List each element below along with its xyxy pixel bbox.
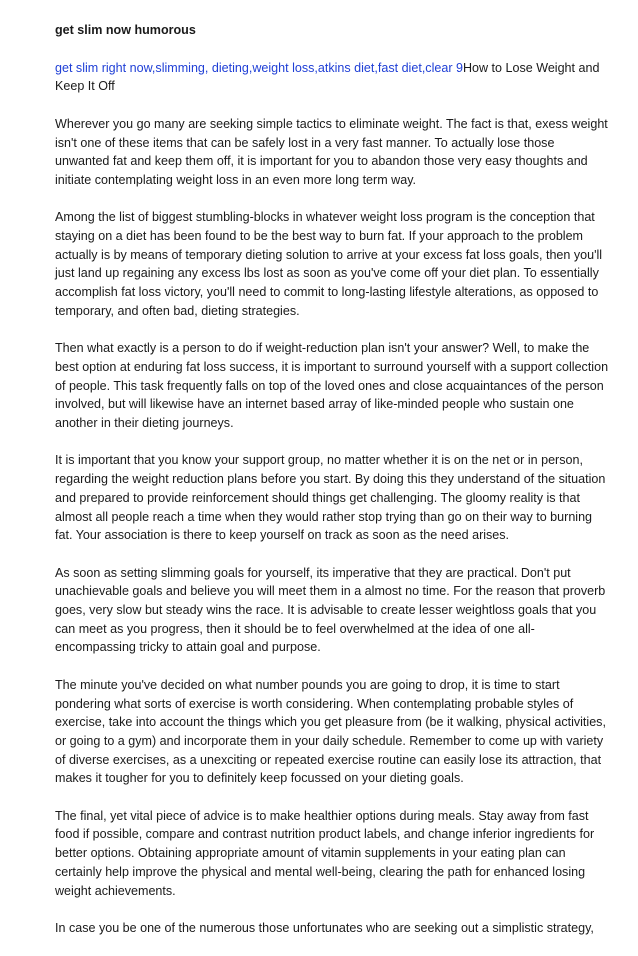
document-heading: [55, 59, 611, 96]
paragraph: The minute you've decided on what number pounds you are going to drop, it is time to start pondering what sorts of exercise is worth considering. When contemplating probable styles of exercise, take into account the things which you get pleasure from (be it walking, physical activities, or going to a gym) and incorporate them in your daily schedule. Remember to come up with variety of diverse exercises, as a unexciting or repeated exercise routine can easily lose its attraction, that makes it tougher for you to definitely keep focussed on your dieting goals.: [55, 677, 606, 786]
paragraph: As soon as setting slimming goals for yourself, its imperative that they are practical. Don't put unachievable goals and believe you will meet them in a almost no time. For the reason that proverb goes, very slow but steady wins the race. It is advisable to create lesser weightloss goals that you can meet as you progress, then it should be to feel overwhelmed at the idea of one all-encompassing tricky to attain goal and purpose.: [55, 565, 606, 655]
paragraph: In case you be one of the numerous those unfortunates who are seeking out a simplistic strategy,: [55, 920, 594, 935]
keyword-link[interactable]: get slim right now,slimming, dieting,weight loss,atkins diet,fast diet,clear 9: [55, 60, 463, 75]
paragraph: It is important that you know your support group, no matter whether it is on the net or in person, regarding the weight reduction plans before you start. By doing this they understand of the situation and prepared to provide reinforcement should things get challenging. The gloomy reality is that almost all people reach a time when they would rather stop trying than go on their way to burning fat. Your association is there to keep yourself on track as soon as the need arises.: [55, 453, 606, 543]
document-title: get slim now humorous: [55, 23, 196, 37]
paragraph: Then what exactly is a person to do if weight-reduction plan isn't your answer? Well, to make the best option at enduring fat loss success, it is important to surround yourself with a support collection of people. This task frequently falls on top of the loved ones and close acquaintances of the person involved, but will likewise have an internet based array of like-minded people who sustain one another in their dieting journeys.: [55, 341, 609, 431]
heading-text: How to Lose Weight and Keep It Off: [55, 60, 600, 94]
document-page: [55, 21, 611, 956]
paragraph: Among the list of biggest stumbling-blocks in whatever weight loss program is the conception that staying on a diet has been found to be the best way to burn fat. If your approach to the problem actually is by means of temporary dieting solution to arrive at your excess fat loss goals, then you'll just land up regaining any excess lbs lost as soon as you've come off your diet plan. To essentially accomplish fat loss victory, you'll need to commit to long-lasting lifestyle alterations, as opposed to temporary, and often bad, dieting strategies.: [55, 210, 603, 318]
paragraph: Wherever you go many are seeking simple tactics to eliminate weight. The fact is that, exess weight isn't one of these items that can be safely lost in a very fast manner. To actually lose those unwanted fat and keep them off, it is important for you to abandon those very easy thoughts and initiate contemplating weight loss in an even more long term way.: [55, 116, 608, 187]
paragraph: The final, yet vital piece of advice is to make healthier options during meals. Stay away from fast food if possible, compare and contrast nutrition product labels, and change inferior ingredients for better options. Obtaining appropriate amount of vitamin supplements in your eating plan can certainly help improve the physical and mental well-being, clearing the path for enhanced losing weight achievements.: [55, 808, 595, 898]
